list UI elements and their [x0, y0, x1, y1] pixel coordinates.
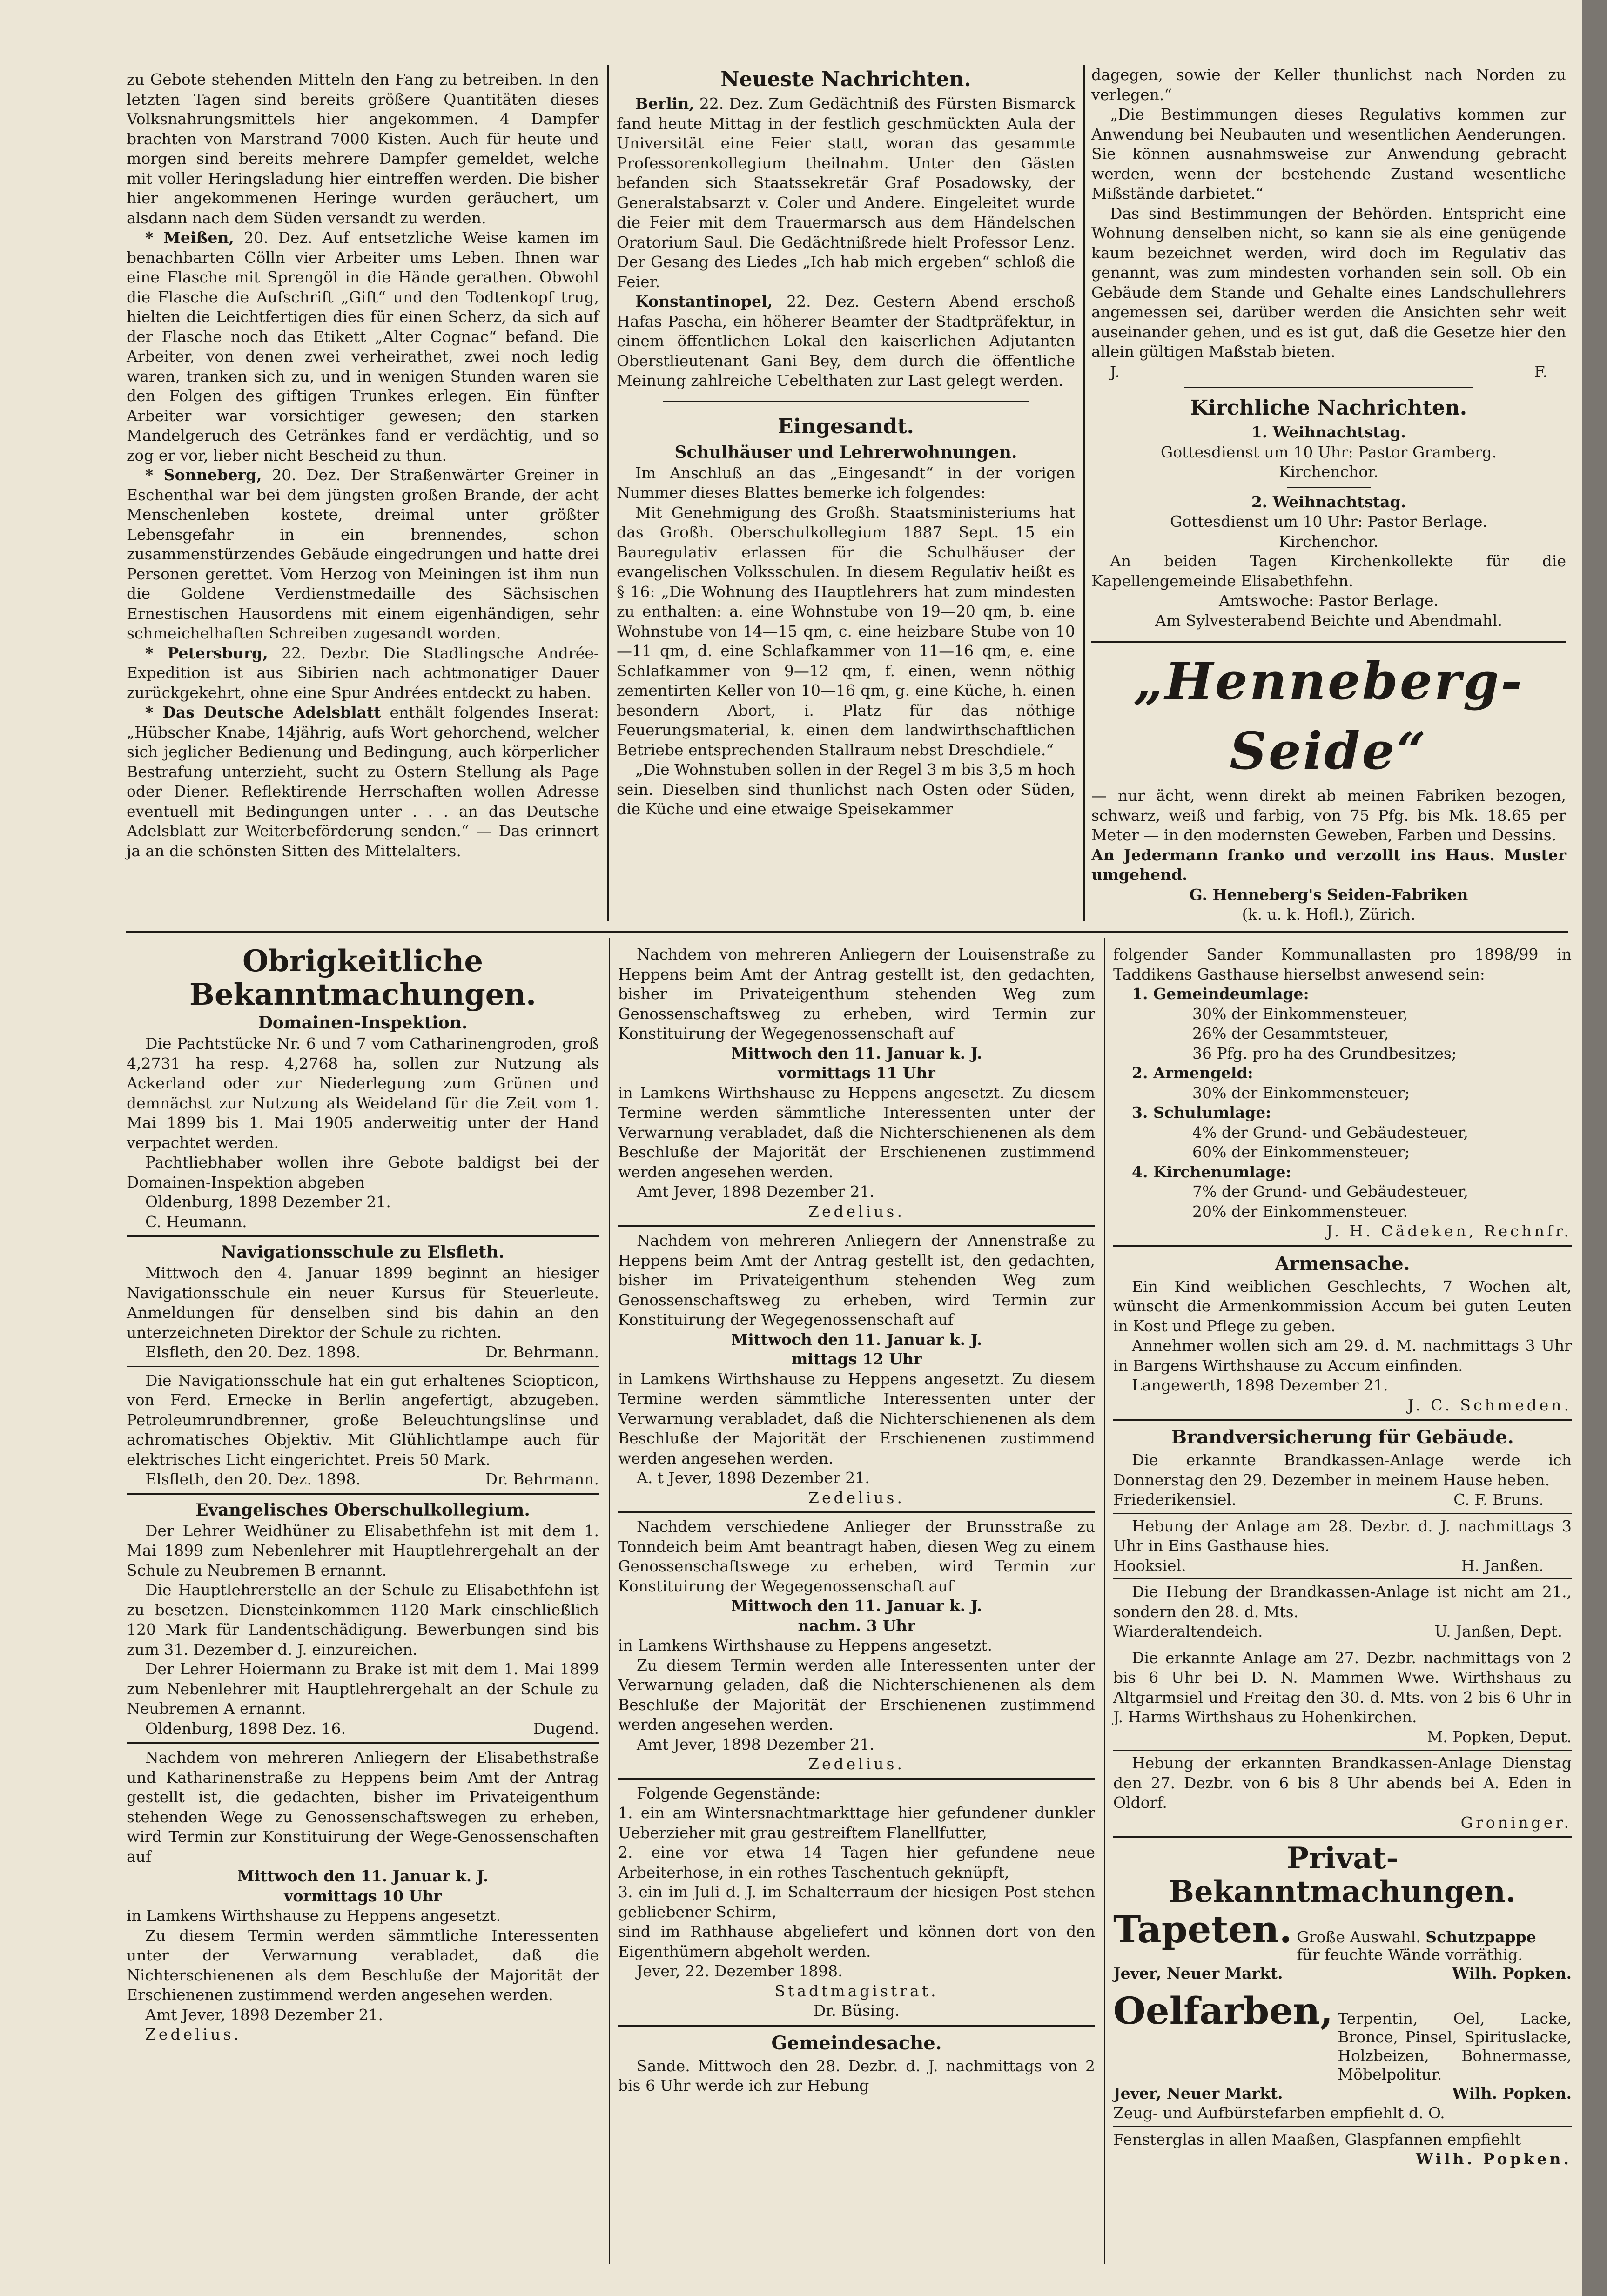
notice-text: Annehmer wollen sich am 29. d. M. nachmittags 3 Uhr in Bargens Wirthshause zu Accum einfinden. — [1113, 1336, 1572, 1375]
levy-rate: 36 Pfg. pro ha des Grundbesitzes; — [1192, 1044, 1457, 1062]
divider — [127, 1742, 599, 1744]
notice-date: Jever, 22. Dezember 1898. — [637, 1962, 843, 1980]
notice-signature: Zedelius. — [808, 1755, 905, 1773]
notice-meeting-date: Mittwoch den 11. Januar k. J. — [731, 1044, 982, 1062]
levy-rate: 30% der Einkommensteuer, — [1192, 1004, 1408, 1023]
signature-initial: J. — [1110, 362, 1120, 381]
article-paragraph: Mit Genehmigung des Großh. Staatsministeriums hat das Großh. Oberschulkollegium 1887 Sept. 15 ein Bauregulativ erlassen für die Schulhäuser der evangelischen Volksschulen. In diesem Regulativ heißt es § 16: „Die Wohnung des Hauptlehrers hat zum mindesten zu enthalten: a. eine Wohnstube von 19—20 qm, b. eine Wohnstube von 14—15 qm, c. eine heizbare Stube von 10—11 qm, d. eine Schlafkammer von 11—16 qm, e. eine Schlafkammer von 9—12 qm, f. einen, wenn nöthig zementirten Keller von 10—16 qm, g. eine Küche, h. einen besondern Abort, i. Platz für das nöthige Feuerungsmaterial, k. einen dem landwirthschaftlichen Betriebe entsprechenden Stallraum nebst Dreschdiele.“ — [617, 503, 1075, 759]
ad-product: Schutzpappe — [1425, 1928, 1536, 1946]
article-paragraph: Das sind Bestimmungen der Behörden. Entspricht eine Wohnung denselben nicht, so kann sie als eine genügende kaum bezeichnet werden, wird doch im Regulativ das genannt, was zum mindesten vorhanden sein soll. Ob ein Gebäude dem Stande und Gehalte eines Landschullehrers angemessen sei, darüber werden die Ansichten sehr weit auseinander gehen, und es ist gut, daß die Gesetze hier den allein gültigen Maßstab bieten. — [1091, 204, 1566, 361]
levy-rate: 7% der Grund- und Gebäudesteuer, — [1192, 1182, 1469, 1201]
notice-heading: Evangelisches Oberschulkollegium. — [195, 1500, 530, 1520]
column-rule — [1104, 938, 1105, 2264]
ad-firm: Wilh. Popken. — [1452, 1964, 1572, 1982]
dateline: * Das Deutsche Adelsblatt — [145, 703, 381, 721]
column-3 — [1091, 65, 1566, 925]
column-1 — [127, 70, 599, 861]
notice-meeting-date: Mittwoch den 11. Januar k. J. — [731, 1597, 982, 1615]
notice-text: Der Lehrer Weidhüner zu Elisabethfehn ist mit dem 1. Mai 1899 zum Nebenlehrer mit Hauptlehrergehalt an der Schule zu Neubremen B ernannt. — [127, 1521, 599, 1579]
news-berlin — [617, 94, 1075, 292]
lower-column-1 — [127, 945, 599, 2045]
notice-text: Die Hauptlehrerstelle an der Schule zu Elisabethfehn ist zu besetzen. Diensteinkommen 1120 Mark einschließlich 120 Mark für Landentschädigung. Bewerbungen sind bis zum 31. Dezember d. J. einzureichen. — [127, 1581, 599, 1658]
news-konstantinopel — [617, 292, 1075, 391]
fensterglas-ad: Fensterglas in allen Maaßen, Glaspfannen empfiehlt — [1113, 2130, 1521, 2148]
tapeten-ad-text — [1297, 1928, 1536, 1964]
levy-item: 3. Schulumlage: — [1132, 1103, 1271, 1121]
notice-text: Die Hebung der Brandkassen-Anlage ist nicht am 21., sondern den 28. d. Mts. — [1113, 1583, 1572, 1621]
henneberg-ad-text: — nur ächt, wenn direkt ab meinen Fabriken bezogen, schwarz, weiß und farbig, von 75 Pfg. bis Mk. 18.65 per Meter — in den modernsten Geweben, Farben und Dessins. — [1091, 786, 1566, 844]
lost-found-item: 2. eine vor etwa 14 Tagen hier gefundene neue Arbeiterhose, in ein rothes Taschentuch geknüpft, — [618, 1843, 1095, 1881]
notice-meeting-time: vormittags 10 Uhr — [284, 1886, 442, 1905]
section-heading: Armensache. — [1275, 1252, 1410, 1275]
notice-meeting-time: mittags 12 Uhr — [791, 1350, 922, 1368]
church-choir: Kirchenchor. — [1279, 532, 1378, 551]
levy-rate: 60% der Einkommensteuer; — [1192, 1143, 1410, 1161]
notice-text: Die erkannte Brandkassen-Anlage werde ich Donnerstag den 29. Dezember in meinem Hause heben. — [1113, 1451, 1572, 1489]
notice-signature: J. H. Cädeken, Rechnfr. — [1326, 1222, 1572, 1240]
notice-date: Langewerth, 1898 Dezember 21. — [1132, 1376, 1388, 1394]
church-new-year-eve: Am Sylvesterabend Beichte und Abendmahl. — [1155, 611, 1502, 630]
notice-date: A. t Jever, 1898 Dezember 21. — [637, 1469, 870, 1487]
divider — [1287, 487, 1371, 488]
news-text: enthält folgendes Inserat: „Hübscher Knabe, 14jährig, aufs Wort gehorchend, welcher sich jeglicher Bedienung und Bedingung, auch körperlicher Bestrafung unterzieht, sucht zu Ostern Stellung als Page oder Diener. Reflektirende Herrschaften wollen Adresse eventuell mit Bedingungen unter . . . an das Deutsche Adelsblatt zur Weiterbeförderung senden.“ — Das erinnert ja an die schönsten Sitten des Mittelalters. — [127, 703, 599, 860]
notice-text: Zu diesem Termin werden alle Interessenten unter der Verwarnung geladen, daß die Nichterschienenen als dem Beschluße der Majorität der Erschienenen zustimmend werden angesehen werden. — [618, 1656, 1095, 1733]
notice-signature: Dr. Büsing. — [813, 2001, 900, 2020]
tapeten-ad — [1113, 1909, 1572, 1964]
tapeten-ad-title: Tapeten. — [1113, 1907, 1292, 1951]
notice-text: Nachdem von mehreren Anliegern der Elisabethstraße und Katharinenstraße zu Heppens beim Amt der Antrag gestellt ist, die gedachten, bisher im Privateigenthum stehenden Wege zu Genossenschaftswegen zu erheben, wird Termin zur Konstituirung der Wege-Genossenschaften auf — [127, 1748, 599, 1866]
divider — [127, 1235, 599, 1237]
ad-text: Große Auswahl. — [1297, 1928, 1421, 1946]
notice-text: Die Navigationsschule hat ein gut erhaltenes Sciopticon, von Ferd. Ernecke in Berlin angefertigt, abzugeben. Petroleumrundbrenner, große Beleuchtungslinse und achromatisches Objektiv. Mit Glühlichtlampe auch für elektrisches Licht eingerichtet. Preis 50 Mark. — [127, 1371, 599, 1469]
notice-text: in Lamkens Wirthshause zu Heppens angesetzt. — [618, 1636, 992, 1654]
notice-heading: Domainen-Inspektion. — [258, 1013, 468, 1033]
divider — [618, 1778, 1095, 1780]
notice-text: Die Pachtstücke Nr. 6 und 7 vom Catharinengroden, groß 4,2731 ha resp. 4,2768 ha, sollen zur Nutzung als Ackerland oder zur Niederlegung zum Grünen und demnächst zur Nutzung als Weideland für die Zeit vom 1. Mai 1899 bis 1. Mai 1905 anderweitig unter der Hand verpachtet werden. — [127, 1034, 599, 1152]
news-text: 20. Dez. Auf entsetzliche Weise kamen im benachbarten Cölln vier Arbeiter ums Leben. Ihnen war eine Flasche mit Sprengöl in die Hände gerathen. Obwohl die Flasche die Aufschrift „Gift“ und den Todtenkopf trug, hielten die Leichtfertigen dies für einen Scherz, da sich auf der Flasche noch das Etikett „Alter Cognac“ befand. Die Arbeiter, von denen zwei verheirathet, zwei noch ledig waren, tranken sich zu, und in wenigen Stunden waren sie den Folgen des giftigen Trunkes erlegen. Ein fünfter Arbeiter war vorsichtiger gewesen; den starken Mandelgeruch des Getränkes fand er verdächtig, und so zog er vor, lieber nicht Bescheid zu thun. — [127, 228, 599, 464]
notice-signer: U. Janßen, Dept. — [1434, 1622, 1562, 1640]
notice-signature: Zedelius. — [808, 1202, 905, 1221]
levy-rate: 26% der Gesammtsteuer, — [1192, 1024, 1389, 1042]
signature-line — [1091, 362, 1566, 382]
levy-rate: 20% der Einkommensteuer. — [1192, 1202, 1408, 1221]
notice-date: Amt Jever, 1898 Dezember 21. — [637, 1182, 875, 1201]
section-heading: Neueste Nachrichten. — [720, 67, 971, 91]
notice-signature: Groninger. — [1460, 1813, 1572, 1832]
notice-signature — [127, 1470, 599, 1490]
levy-item: 2. Armengeld: — [1132, 1064, 1253, 1082]
lower-column-2 — [618, 945, 1095, 2096]
lost-found-text: sind im Rathhause abgeliefert und können dort von den Eigenthümern abgeholt werden. — [618, 1922, 1095, 1960]
notice-place: Friederikensiel. — [1113, 1490, 1237, 1509]
section-heading: Gemeindesache. — [771, 2032, 942, 2054]
herring-report: zu Gebote stehenden Mitteln den Fang zu betreiben. In den letzten Tagen sind bereits größere Quantitäten dieses Volksnahrungsmittels hier angekommen. 4 Dampfer brachten von Marstrand 7000 Kisten. Auch für heute und morgen sind bereits mehrere Dampfer gemeldet, welche mit voller Heringsladung hier eintreffen werden. Die bisher hier angekommenen Heringe wurden geräuchert, um alsdann nach dem Süden versandt zu werden. — [127, 70, 599, 227]
notice-signer: Dr. Behrmann. — [485, 1470, 599, 1488]
section-heading: Eingesandt. — [778, 414, 914, 438]
oelfarben-ad — [1113, 1990, 1572, 2084]
notice-date: Oldenburg, 1898 Dezember 21. — [145, 1193, 391, 1211]
signature-initial: F. — [1534, 362, 1547, 381]
ad-text: Zeug- und Aufbürstefarben empfiehlt d. O. — [1113, 2104, 1445, 2122]
church-choir: Kirchenchor. — [1279, 463, 1378, 481]
notice-text: Hebung der Anlage am 28. Dezbr. d. J. nachmittags 3 Uhr in Eins Gasthause hies. — [1113, 1517, 1572, 1555]
church-service: Gottesdienst um 10 Uhr: Pastor Gramberg. — [1160, 443, 1497, 461]
ad-address — [1113, 1964, 1572, 1984]
church-collection: An beiden Tagen Kirchenkollekte für die Kapellengemeinde Elisabethfehn. — [1091, 552, 1566, 590]
church-service: Gottesdienst um 10 Uhr: Pastor Berlage. — [1170, 512, 1487, 530]
notice-text: Zu diesem Termin werden sämmtliche Interessenten unter der Verwarnung verabladet, daß die Nichterschienenen als dem Beschluße der Majorität der Erschienenen zustimmend werden angesehen werden. — [127, 1926, 599, 2004]
notice-text: in Lamkens Wirthshause zu Heppens angesetzt. Zu diesem Termine werden sämmtliche Interessenten unter der Verwarnung verabladet, daß die Nichterschienenen als dem Beschluße der Majorität der Erschienenen zustimmend werden angesehen werden. — [618, 1370, 1095, 1467]
notice-date: Amt Jever, 1898 Dezember 21. — [637, 1735, 875, 1753]
column-rule — [609, 938, 610, 2264]
notice-text: Pachtliebhaber wollen ihre Gebote baldigst bei der Domainen-Inspektion abgeben — [127, 1153, 599, 1191]
henneberg-ad-location: (k. u. k. Hofl.), Zürich. — [1242, 905, 1416, 923]
notice-place: Hooksiel. — [1113, 1556, 1186, 1575]
divider — [1113, 1419, 1572, 1421]
notice-signature — [1113, 1556, 1572, 1576]
notice-signature — [1113, 1490, 1572, 1510]
levy-item: 4. Kirchenumlage: — [1132, 1162, 1291, 1181]
dateline: * Meißen, — [145, 228, 234, 247]
church-duty-week: Amtswoche: Pastor Berlage. — [1219, 591, 1439, 610]
news-text: 20. Dez. Der Straßenwärter Greiner in Eschenthal war bei dem jüngsten großen Brande, der acht Menschenleben kostete, dreimal unter größter Lebensgefahr in ein brennendes, schon zusammenstürzendes Gebäude eingedrungen und hatte drei Personen gerettet. Vom Herzog von Meiningen ist ihm nun die Goldene Verdienstmedaille des Sächsischen Ernestischen Hausordens mit einem eigenhändigen, sehr schmeichelhaften Schreiben zugesandt worden. — [127, 466, 599, 642]
divider — [618, 2025, 1095, 2027]
dateline: Berlin, — [635, 94, 694, 113]
ad-firm: Wilh. Popken. — [1452, 2084, 1572, 2102]
column-rule — [1083, 65, 1085, 921]
notice-text: Der Lehrer Hoiermann zu Brake ist mit dem 1. Mai 1899 zum Nebenlehrer mit Hauptlehrergehalt an der Schule zu Neubremen A ernannt. — [127, 1660, 599, 1718]
notice-date: Elsfleth, den 20. Dez. 1898. — [145, 1470, 361, 1488]
notice-signature — [127, 1719, 599, 1739]
dateline: Konstantinopel, — [635, 292, 773, 310]
henneberg-ad-firm: G. Henneberg's Seiden-Fabriken — [1189, 885, 1468, 904]
notice-text: Sande. Mittwoch den 28. Dezbr. d. J. nachmittags von 2 bis 6 Uhr werde ich zur Hebung — [618, 2056, 1095, 2095]
notice-text: Nachdem von mehreren Anliegern der Annenstraße zu Heppens beim Amt der Antrag gestellt ist, den gedachten, bisher im Privateigenthum stehenden Weg zum Genossenschaftsweg zu erheben, wird Termin zur Konstituirung der Wegegenossenschaft auf — [618, 1231, 1095, 1329]
notice-text: Nachdem verschiedene Anlieger der Brunsstraße zu Tonndeich beim Amt beantragt haben, diesen Weg zu einem Genossenschaftswege zu erheben, wird Termin zur Konstituirung der Wegegenossenschaft auf — [618, 1517, 1095, 1595]
oelfarben-ad-text: Terpentin, Oel, Lacke, Bronce, Pinsel, Spirituslacke, Holzbeizen, Bohnermasse, Möbelpolitur. — [1338, 2009, 1572, 2083]
henneberg-ad-offer: An Jedermann franko und verzollt ins Haus. Muster umgehend. — [1091, 846, 1566, 884]
notice-signature — [127, 1343, 599, 1363]
news-text: 22. Dez. Zum Gedächtniß des Fürsten Bismarck fand heute Mittag in der festlich geschmückten Aula der Universität eine Feier statt, woran das gesammte Professorenkollegium theilnahm. Unter den Gästen befanden sich Staatssekretär Graf Posadowsky, der Generalstabsarzt v. Coler und Andere. Eingeleitet wurde die Feier mit dem Trauermarsch aus dem Händelschen Oratorium Saul. Die Gedächtnißrede hielt Professor Lenz. Der Gesang des Liedes „Ich hab mich ergeben“ schloß die Feier. — [617, 94, 1075, 291]
article-subheading: Schulhäuser und Lehrerwohnungen. — [674, 442, 1017, 462]
notice-date: Elsfleth, den 20. Dez. 1898. — [145, 1343, 361, 1361]
article-paragraph: dagegen, sowie der Keller thunlichst nach Norden zu verlegen.“ — [1091, 66, 1566, 104]
notice-meeting-date: Mittwoch den 11. Januar k. J. — [237, 1867, 489, 1885]
notice-text: Nachdem von mehreren Anliegern der Louisenstraße zu Heppens beim Amt der Antrag gestellt ist, den gedachten, bisher im Privateigenthum stehenden Weg zum Genossenschaftsweg zu erheben, wird Termin zur Konstituirung der Wegegenossenschaft auf — [618, 945, 1095, 1042]
notice-meeting-date: Mittwoch den 11. Januar k. J. — [731, 1330, 982, 1349]
news-adelsblatt — [127, 703, 599, 861]
notice-text: Ein Kind weiblichen Geschlechts, 7 Wochen alt, wünscht die Armenkommission Accum bei guten Leuten in Kost und Pflege zu geben. — [1113, 1277, 1572, 1335]
article-paragraph: Im Anschluß an das „Eingesandt“ in der vorigen Nummer dieses Blattes bemerke ich folgendes: — [617, 463, 1075, 502]
notice-signer: H. Janßen. — [1461, 1556, 1544, 1575]
notice-place: Wiarderaltendeich. — [1113, 1622, 1263, 1640]
levy-item: 1. Gemeindeumlage: — [1132, 985, 1309, 1003]
lower-column-3 — [1113, 945, 1572, 2169]
ad-firm: Wilh. Popken. — [1416, 2150, 1572, 2168]
oelfarben-ad-title: Oelfarben, — [1113, 1988, 1333, 2033]
notice-text: Mittwoch den 4. Januar 1899 beginnt an hiesiger Navigationsschule ein neuer Kursus für Steuerleute. Anmeldungen für denselben sind bis dahin an den unterzeichneten Direktor der Schule zu richten. — [127, 1264, 599, 1342]
notice-heading: Navigationsschule zu Elsfleth. — [221, 1242, 504, 1262]
notice-date: Oldenburg, 1898 Dez. 16. — [145, 1719, 346, 1738]
article-paragraph: „Die Bestimmungen dieses Regulativs kommen zur Anwendung bei Neubauten und wesentlichen Aenderungen. Sie können ausnahmsweise zur Anwendung gebracht werden, wenn der bestehende Zustand wesentliche Mißstände darbietet.“ — [1091, 105, 1566, 202]
lost-found-intro: Folgende Gegenstände: — [637, 1784, 821, 1802]
divider — [1113, 1578, 1572, 1579]
divider — [127, 1493, 599, 1495]
section-heading: Kirchliche Nachrichten. — [1190, 396, 1467, 420]
notice-text: Die erkannte Anlage am 27. Dezbr. nachmittags von 2 bis 6 Uhr bei D. N. Mammen Wwe. Wirthshaus zu Altgarmsiel und Freitag den 30. d. Mts. von 2 bis 6 Uhr in J. Harms Wirthshaus zu Hohenkirchen. — [1113, 1648, 1572, 1726]
church-day: 2. Weihnachtstag. — [1251, 492, 1406, 511]
private-notices-heading: Privat-Bekanntmachungen. — [1169, 1841, 1516, 1909]
news-sonneberg — [127, 465, 599, 644]
section-divider — [126, 931, 1568, 933]
notice-signature: M. Popken, Deput. — [1427, 1727, 1572, 1746]
notice-signer-office: Stadtmagistrat. — [774, 1981, 939, 2000]
church-day: 1. Weihnachtstag. — [1251, 423, 1406, 441]
ad-location: Jever, Neuer Markt. — [1113, 1964, 1283, 1982]
column-2 — [617, 65, 1075, 819]
levy-rate: 4% der Grund- und Gebäudesteuer, — [1192, 1123, 1469, 1141]
notice-text: in Lamkens Wirthshause zu Heppens angesetzt. — [127, 1907, 501, 1925]
dateline: * Petersburg, — [145, 644, 268, 662]
divider — [1113, 1245, 1572, 1247]
notice-text: folgender Sander Kommunallasten pro 1898/99 in Taddikens Gasthause hierselbst anwesend sein: — [1113, 945, 1572, 983]
divider — [618, 1225, 1095, 1227]
notice-signer: Dugend. — [533, 1719, 599, 1738]
news-text: 22. Dez. Gestern Abend erschoß Hafas Pascha, ein höherer Beamter der Stadtpräfektur, in einem öffentlichen Lokal den kaiserlichen Adjutanten Oberstlieutenant Gani Bey, dem durch die öffentliche Meinung zahlreiche Uebelthaten zur Last gelegt werden. — [617, 292, 1075, 389]
divider — [663, 401, 1029, 402]
notice-meeting-time: nachm. 3 Uhr — [798, 1616, 915, 1635]
column-rule — [607, 65, 609, 921]
section-heading: Brandversicherung für Gebäude. — [1171, 1426, 1514, 1448]
divider — [1113, 1513, 1572, 1514]
notice-date: Amt Jever, 1898 Dezember 21. — [145, 2005, 383, 2024]
notice-signature — [1113, 1622, 1572, 1642]
article-paragraph: „Die Wohnstuben sollen in der Regel 3 m bis 3,5 m hoch sein. Dieselben sind thunlichst nach Osten oder Süden, die Küche und eine etwaige Speisekammer — [617, 760, 1075, 818]
divider — [127, 1366, 599, 1367]
lost-found-item: 1. ein am Wintersnachtmarkttage hier gefundener dunkler Ueberzieher mit grau gestreiftem Flanellfutter, — [618, 1804, 1095, 1842]
notice-meeting-time: vormittags 11 Uhr — [778, 1064, 935, 1082]
notice-signature: Zedelius. — [145, 2025, 242, 2043]
notice-signature: C. Heumann. — [145, 1212, 247, 1231]
divider — [1091, 641, 1566, 643]
ad-address — [1113, 2084, 1572, 2104]
news-text: 22. Dezbr. Die Stadlingsche Andrée-Expedition ist aus Sibirien nach achtmonatiger Dauer zurückgekehrt, ohne eine Spur Andrées entdeckt zu haben. — [127, 644, 599, 702]
ad-location: Jever, Neuer Markt. — [1113, 2084, 1283, 2102]
news-petersburg — [127, 644, 599, 703]
notice-signature: Zedelius. — [808, 1488, 905, 1507]
notice-signer: Dr. Behrmann. — [485, 1343, 599, 1361]
levy-rate: 30% der Einkommensteuer; — [1192, 1083, 1410, 1102]
ad-text: für feuchte Wände vorräthig. — [1297, 1946, 1523, 1964]
notice-signature: J. C. Schmeden. — [1407, 1396, 1572, 1414]
notice-text: in Lamkens Wirthshause zu Heppens angesetzt. Zu diesem Termine werden sämmtliche Interessenten unter der Verwarnung verabladet, daß die Nichterschienenen als dem Beschluße der Majorität der Erschienenen zustimmend werden angesehen werden. — [618, 1083, 1095, 1181]
news-meissen — [127, 228, 599, 465]
notice-signer: C. F. Bruns. — [1453, 1490, 1544, 1509]
divider — [618, 1511, 1095, 1513]
lost-found-item: 3. ein im Juli d. J. im Schalterraum der hiesigen Post stehen gebliebener Schirm, — [618, 1883, 1095, 1921]
official-notices-heading: Obrigkeitliche Bekanntmachungen. — [189, 944, 537, 1012]
divider — [1113, 2126, 1572, 2127]
divider — [1184, 387, 1473, 388]
notice-text: Hebung der erkannten Brandkassen-Anlage Dienstag den 27. Dezbr. von 6 bis 8 Uhr abends bei A. Eden in Oldorf. — [1113, 1754, 1572, 1812]
divider — [1113, 1750, 1572, 1751]
dateline: * Sonneberg, — [145, 466, 262, 484]
henneberg-ad-title: „Henneberg-Seide“ — [1133, 651, 1524, 781]
divider — [1113, 1836, 1572, 1838]
